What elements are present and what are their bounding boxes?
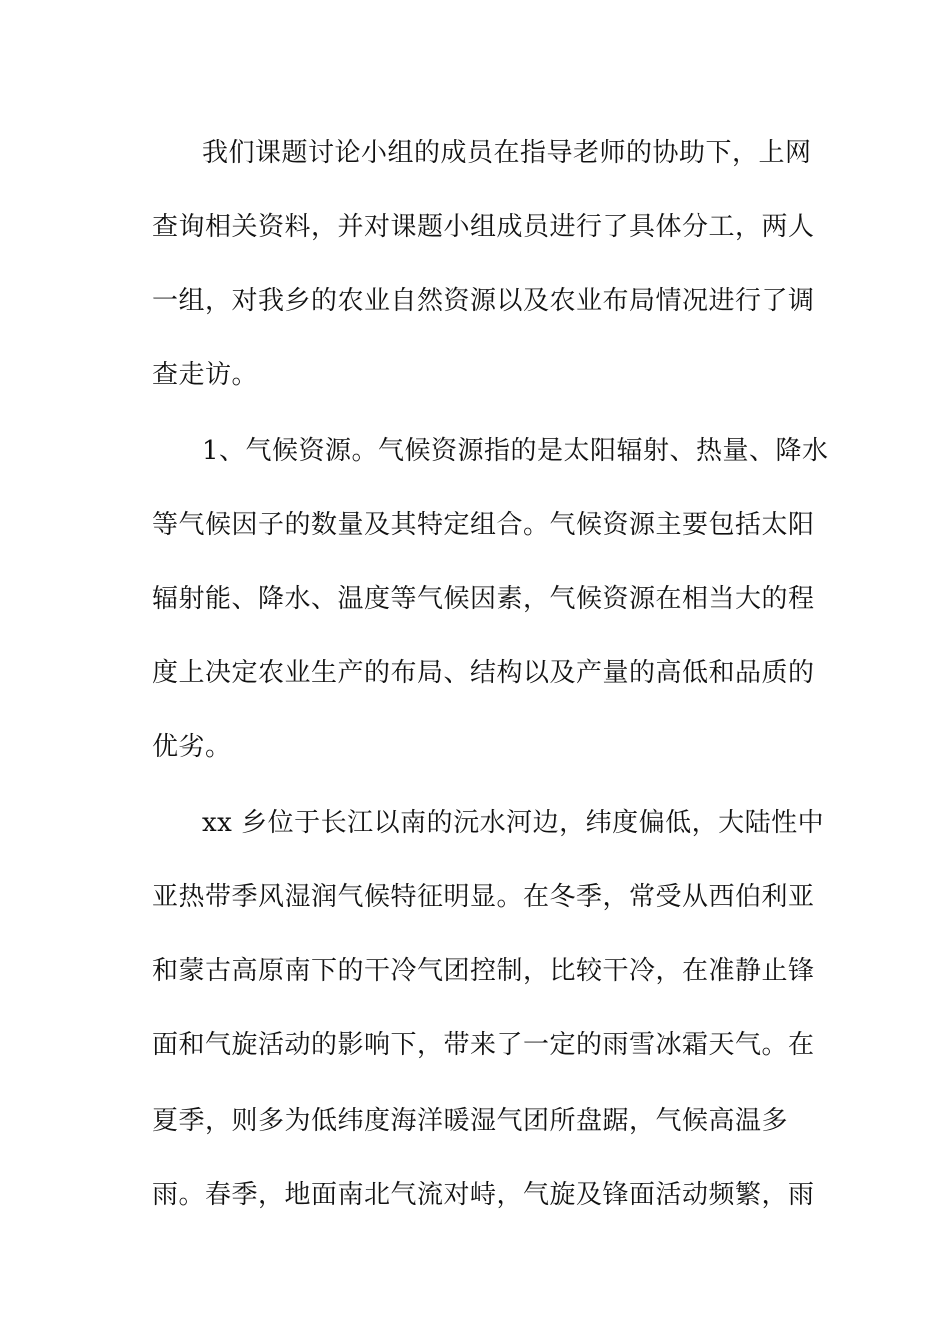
paragraph-1-line-1: 我们课题讨论小组的成员在指导老师的协助下，上网 <box>202 138 812 168</box>
paragraph-1-line-4: 查走访。 <box>152 360 259 390</box>
paragraph-3-line-5: 夏季，则多为低纬度海洋暖湿气团所盘踞，气候高温多 <box>152 1106 789 1136</box>
paragraph-1-line-2: 查询相关资料，并对课题小组成员进行了具体分工，两人 <box>152 212 815 242</box>
paragraph-3-line-6: 雨。春季，地面南北气流对峙，气旋及锋面活动频繁，雨 <box>152 1180 815 1210</box>
paragraph-3-line-2: 亚热带季风湿润气候特征明显。在冬季，常受从西伯利亚 <box>152 882 815 912</box>
paragraph-3-line-4: 面和气旋活动的影响下，带来了一定的雨雪冰霜天气。在 <box>152 1030 815 1060</box>
paragraph-1-line-3: 一组，对我乡的农业自然资源以及农业布局情况进行了调 <box>152 286 815 316</box>
paragraph-3-line-3: 和蒙古高原南下的干冷气团控制，比较干冷，在准静止锋 <box>152 956 815 986</box>
paragraph-2-line-4: 度上决定农业生产的布局、结构以及产量的高低和品质的 <box>152 658 815 688</box>
paragraph-2-line-2: 等气候因子的数量及其特定组合。气候资源主要包括太阳 <box>152 510 815 540</box>
paragraph-2-line-3: 辐射能、降水、温度等气候因素，气候资源在相当大的程 <box>152 584 815 614</box>
paragraph-3-line-1: xx 乡位于长江以南的沅水河边，纬度偏低，大陆性中 <box>202 808 825 838</box>
paragraph-2-line-1: 1、气候资源。气候资源指的是太阳辐射、热量、降水 <box>202 436 829 466</box>
paragraph-2-line-5: 优劣。 <box>152 732 232 762</box>
